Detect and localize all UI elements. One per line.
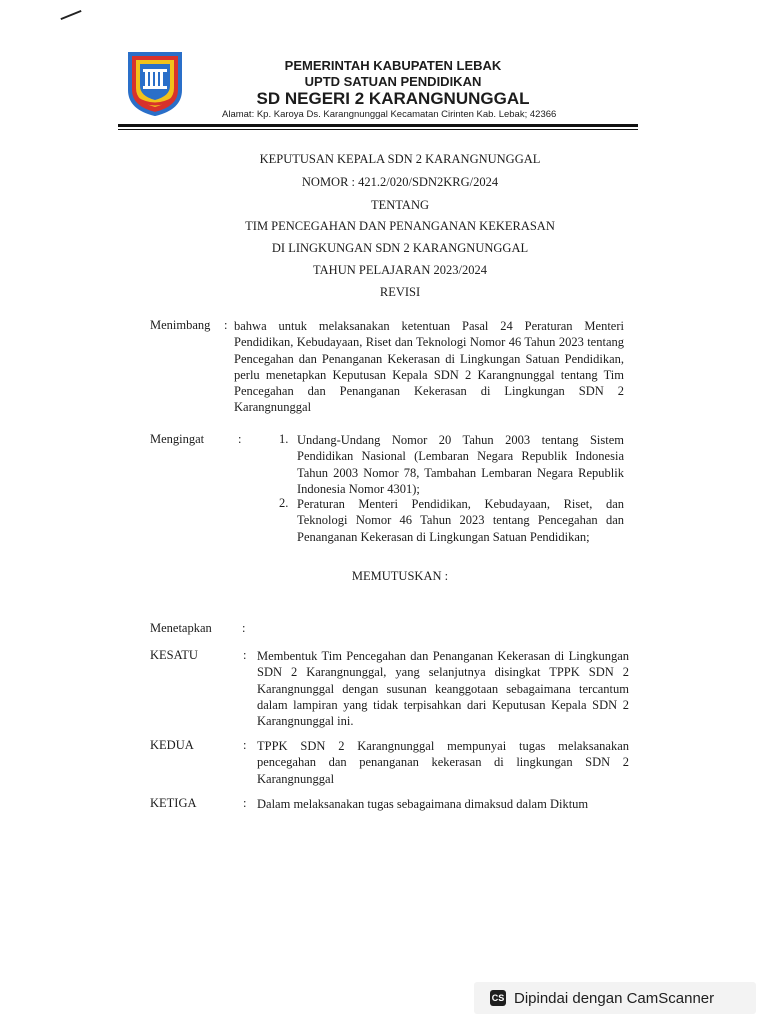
ketiga-label: KETIGA bbox=[150, 796, 197, 810]
menetapkan-colon: : bbox=[242, 621, 246, 635]
camscanner-icon: CS bbox=[490, 990, 506, 1006]
decree-subject-line2: DI LINGKUNGAN SDN 2 KARANGNUNGGAL bbox=[271, 241, 529, 255]
kesatu-label: KESATU bbox=[150, 648, 198, 662]
camscanner-watermark bbox=[474, 982, 756, 1014]
letterhead-rule-thin bbox=[118, 129, 638, 130]
school-name: SD NEGERI 2 KARANGNUNGGAL bbox=[256, 89, 530, 108]
pen-stroke-mark bbox=[60, 10, 81, 20]
lebak-regency-emblem bbox=[126, 50, 184, 116]
decree-academic-year: TAHUN PELAJARAN 2023/2024 bbox=[313, 263, 487, 277]
government-name: PEMERINTAH KABUPATEN LEBAK bbox=[284, 58, 502, 73]
kedua-colon: : bbox=[243, 738, 247, 752]
mengingat-item-number: 2. bbox=[279, 496, 289, 510]
decree-about: TENTANG bbox=[370, 198, 429, 212]
ketiga-colon: : bbox=[243, 796, 247, 810]
unit-name: UPTD SATUAN PENDIDIKAN bbox=[304, 74, 482, 89]
mengingat-item-text: Peraturan Menteri Pendidikan, Kebudayaan, Riset, dan Teknologi Nomor 46 Tahun 2023 tentang Pencegahan dan Penanganan Kekerasan di Lingkungan Satuan Pendidikan; bbox=[297, 497, 624, 544]
kedua-label: KEDUA bbox=[150, 738, 194, 752]
memutuskan-heading: MEMUTUSKAN : bbox=[351, 569, 449, 583]
menimbang-text: bahwa untuk melaksanakan ketentuan Pasal 24 Peraturan Menteri Pendidikan, Kebudayaan, Riset dan Teknologi Nomor 46 Tahun 2023 tentang Pencegahan dan Penanganan Kekerasan di Lingkungan Satuan Pendidikan, perlu menetapkan Keputusan Kepala SDN 2 Karangnunggal tentang Tim Pencegahan dan Penanganan Kekerasan di Lingkungan SDN 2 Karangnunggal bbox=[234, 319, 624, 415]
camscanner-text: Dipindai dengan CamScanner bbox=[514, 989, 715, 1007]
decree-title: KEPUTUSAN KEPALA SDN 2 KARANGNUNGGAL bbox=[259, 152, 541, 166]
kedua-text: TPPK SDN 2 Karangnunggal mempunyai tugas melaksanakan pencegahan dan penanganan kekerasan di lingkungan SDN 2 Karangnunggal bbox=[257, 739, 629, 786]
kesatu-colon: : bbox=[243, 648, 247, 662]
school-address: Alamat: Kp. Karoya Ds. Karangnunggal Kecamatan Cirinten Kab. Lebak; 42366 bbox=[222, 109, 557, 120]
mengingat-item-text: Undang-Undang Nomor 20 Tahun 2003 tentang Sistem Pendidikan Nasional (Lembaran Negara Republik Indonesia Tahun 2003 Nomor 78, Tambahan Lembaran Negara Republik Indonesia Nomor 4301); bbox=[297, 433, 624, 496]
menimbang-label: Menimbang bbox=[150, 318, 211, 332]
decree-number: NOMOR : 421.2/020/SDN2KRG/2024 bbox=[301, 175, 499, 189]
menetapkan-label: Menetapkan bbox=[150, 621, 212, 635]
mengingat-label: Mengingat bbox=[150, 432, 205, 446]
mengingat-item-number: 1. bbox=[279, 432, 289, 446]
mengingat-colon: : bbox=[238, 432, 242, 446]
decree-subject-line1: TIM PENCEGAHAN DAN PENANGANAN KEKERASAN bbox=[245, 219, 555, 233]
kesatu-text: Membentuk Tim Pencegahan dan Penanganan Kekerasan di Lingkungan SDN 2 Karangnunggal, yang selanjutnya disingkat TPPK SDN 2 Karangnunggal dengan susunan keanggotaan sebagaimana tercantum dalam lampiran yang tidak terpisahkan dari Keputusan Kepala SDN 2 Karangnunggal ini. bbox=[257, 649, 629, 729]
ketiga-text: Dalam melaksanakan tugas sebagaimana dimaksud dalam Diktum bbox=[257, 797, 589, 811]
menimbang-colon: : bbox=[224, 318, 228, 332]
decree-revision: REVISI bbox=[379, 285, 421, 299]
letterhead-rule-thick bbox=[118, 124, 638, 127]
